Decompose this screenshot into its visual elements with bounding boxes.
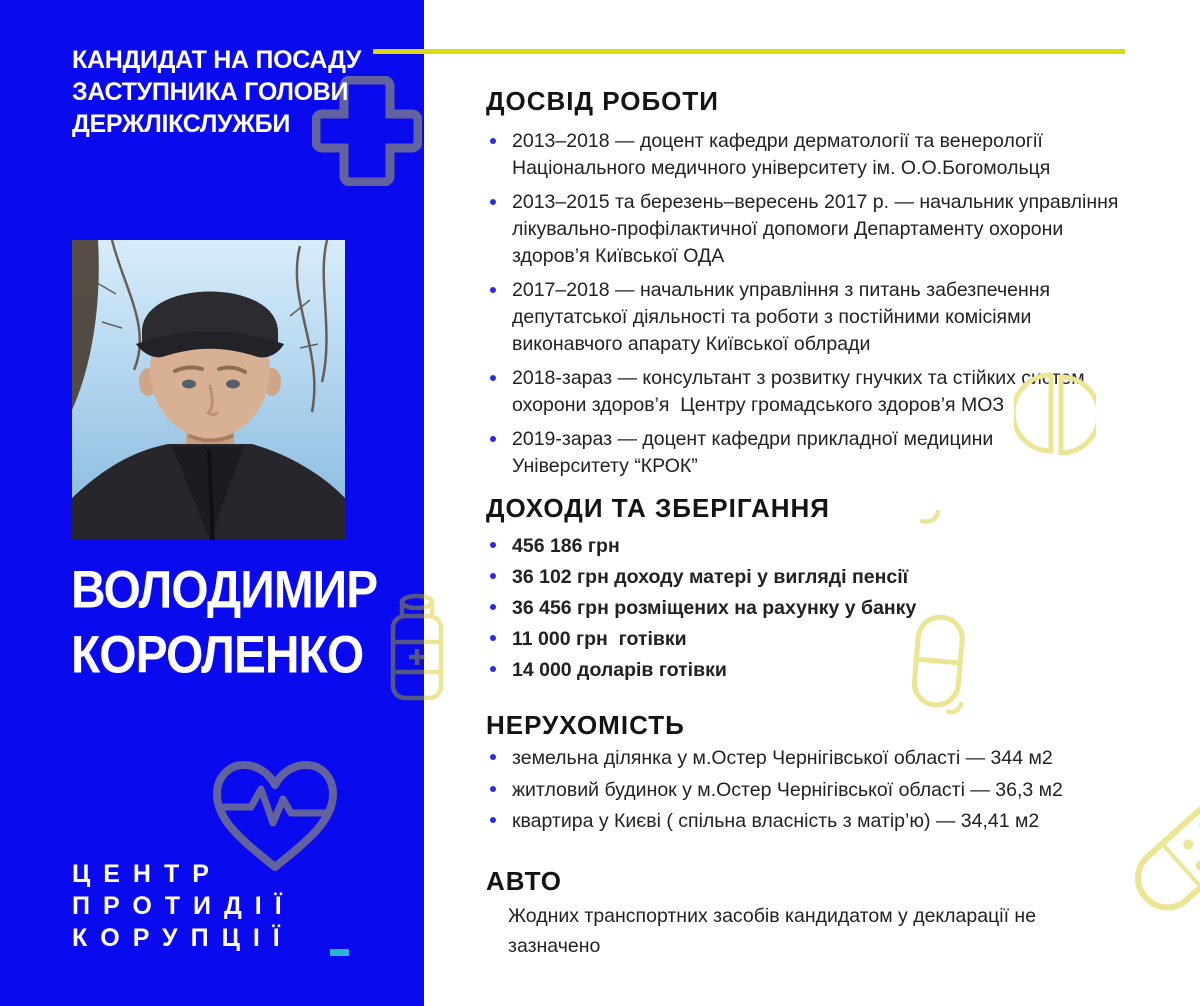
- list-item: квартира у Києві ( спільна власність з матір’ю) — 34,41 м2: [486, 807, 1146, 837]
- bullet-dot: [490, 199, 496, 205]
- org-logo: [72, 858, 295, 954]
- logo-cyan-caret: [330, 949, 349, 956]
- list-item: 456 186 грн: [486, 532, 1146, 561]
- auto-note: Жодних транспортних засобів кандидатом у декларації не зазначено: [508, 905, 1037, 957]
- candidate-name: [71, 558, 377, 688]
- bullet-dot: [490, 786, 496, 792]
- bullet-dot: [490, 754, 496, 760]
- list-item: 2013–2015 та березень–вересень 2017 р. — начальник управління лікувально-профілактичної допомоги Департаменту охорони здоров’я Київської ОДА: [486, 189, 1146, 270]
- section-title-income: ДОХОДИ ТА ЗБЕРІГАННЯ: [486, 493, 830, 523]
- section-title-experience: ДОСВІД РОБОТИ: [486, 86, 719, 116]
- bullet-dot: [490, 573, 496, 579]
- bandaid-icon: [1100, 770, 1200, 930]
- list-item: 36 102 грн доходу матері у вигляді пенсії: [486, 563, 1146, 592]
- list-item: 11 000 грн готівки: [486, 625, 1146, 654]
- kicker-line: КАНДИДАТ НА ПОСАДУ: [72, 46, 362, 74]
- candidate-photo: [72, 240, 345, 540]
- list-item: 2013–2018 — доцент кафедри дерматології та венерології Національного медичного університету ім. О.О.Богомольця: [486, 128, 1146, 182]
- bullet-dot: [490, 287, 496, 293]
- income-list: [486, 532, 1146, 687]
- section-title-real-estate: НЕРУХОМІСТЬ: [486, 710, 685, 740]
- list-item: 2019-зараз — доцент кафедри прикладної медицини Університету “КРОК”: [486, 426, 1146, 480]
- bullet-dot: [490, 375, 496, 381]
- bullet-dot: [490, 666, 496, 672]
- yellow-accent-line: [373, 49, 1125, 54]
- list-item: 14 000 доларів готівки: [486, 656, 1146, 685]
- position-kicker: [72, 44, 361, 140]
- name-line: КОРОЛЕНКО: [71, 626, 364, 685]
- bullet-dot: [490, 817, 496, 823]
- list-item: земельна ділянка у м.Остер Чернігівської області — 344 м2: [486, 744, 1146, 774]
- curl-mark-icon: [918, 505, 944, 527]
- capsule-icon: [903, 612, 973, 716]
- section-title-auto: АВТО: [486, 866, 563, 896]
- real-estate-list: [486, 744, 1146, 839]
- bullet-dot: [490, 604, 496, 610]
- name-line: ВОЛОДИМИР: [71, 561, 378, 620]
- logo-line: ЦЕНТР: [72, 860, 222, 888]
- logo-line: КОРУПЦІЇ: [72, 924, 293, 952]
- split-pill-icon: [1014, 371, 1096, 457]
- bullet-dot: [490, 436, 496, 442]
- bullet-dot: [490, 542, 496, 548]
- kicker-line: ДЕРЖЛІКСЛУЖБИ: [72, 110, 290, 138]
- logo-line: ПРОТИДІЇ: [72, 892, 295, 920]
- bullet-dot: [490, 138, 496, 144]
- list-item: 36 456 грн розміщених на рахунку у банку: [486, 594, 1146, 623]
- bullet-dot: [490, 635, 496, 641]
- list-item: 2017–2018 — начальник управління з питань забезпечення депутатської діяльності та роботи з постійними комісіями виконавчого апарату Київської облради: [486, 277, 1146, 358]
- kicker-line: ЗАСТУПНИКА ГОЛОВИ: [72, 78, 349, 106]
- pill-bottle-icon: [383, 590, 451, 705]
- list-item: 2018-зараз — консультант з розвитку гнучких та стійких систем охорони здоров’я Центру громадського здоров’я МОЗ: [486, 365, 1146, 419]
- list-item: житловий будинок у м.Остер Чернігівської області — 36,3 м2: [486, 776, 1146, 806]
